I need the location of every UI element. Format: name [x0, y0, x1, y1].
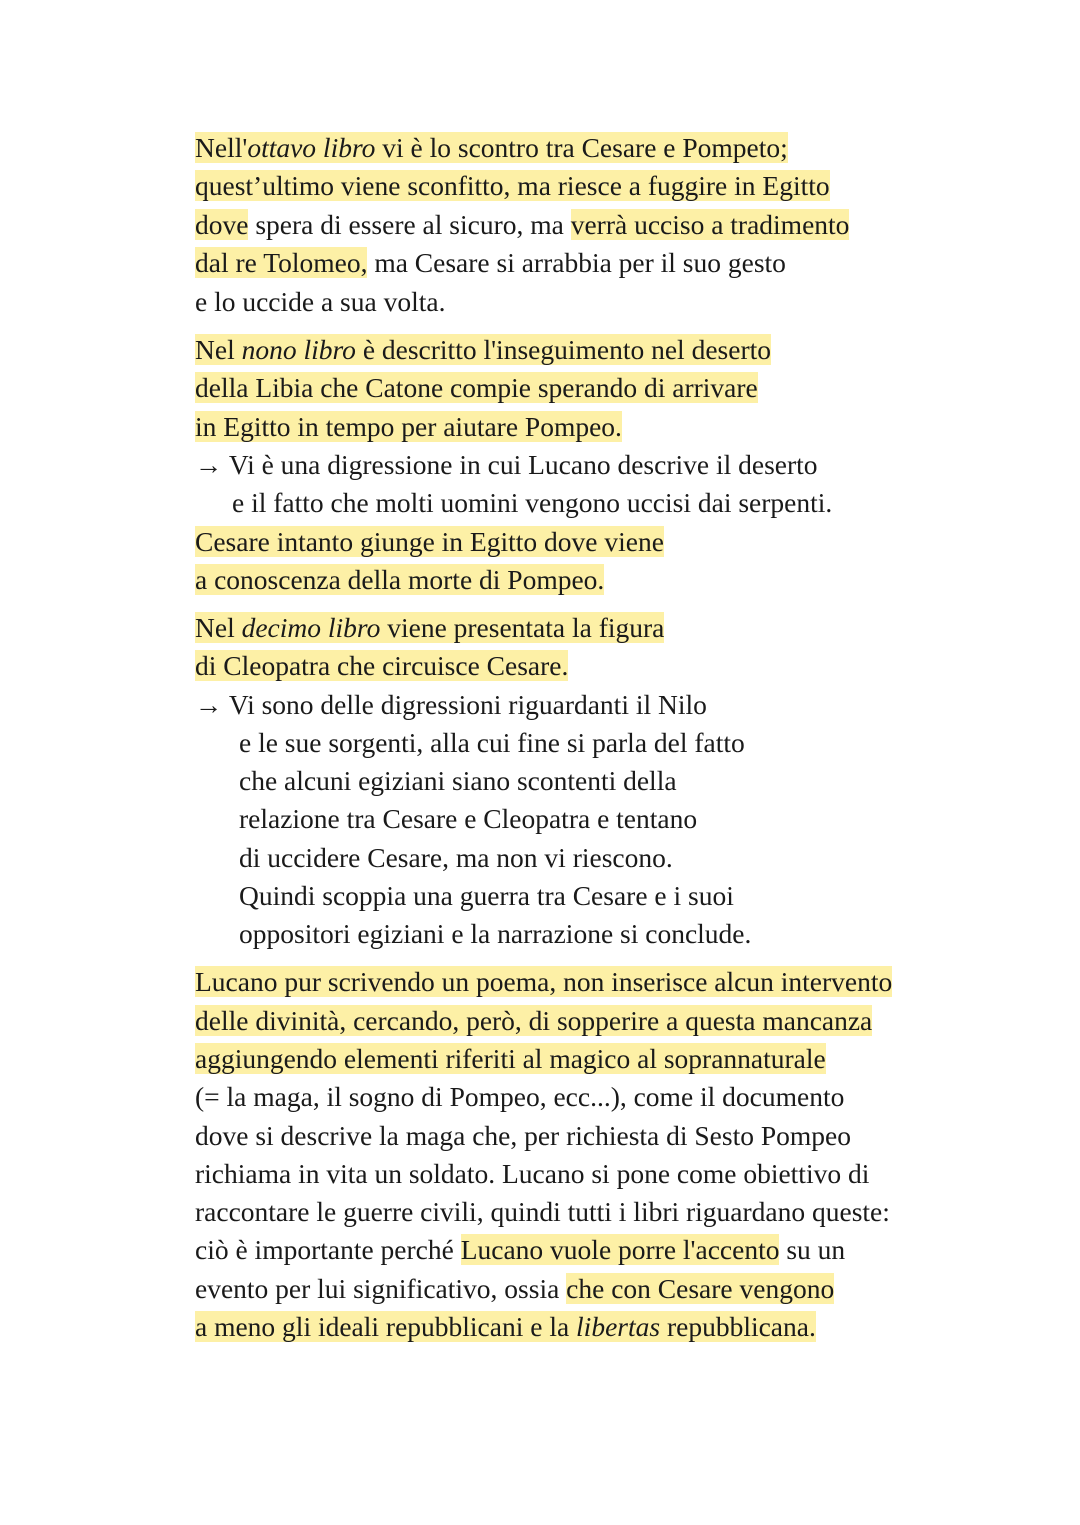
text-line: e lo uccide a sua volta.	[195, 286, 446, 317]
text-line: oppositori egiziani e la narrazione si conclude.	[239, 918, 752, 949]
text-line: a meno gli ideali repubblicani e la libertas repubblicana.	[195, 1311, 816, 1342]
text-line: di Cleopatra che circuisce Cesare.	[195, 650, 569, 681]
text-line: che alcuni egiziani siano scontenti della	[239, 765, 677, 796]
text-line: Nell'ottavo libro vi è lo scontro tra Cesare e Pompeto;	[195, 132, 788, 163]
text-line: a conoscenza della morte di Pompeo.	[195, 564, 605, 595]
text-line: Nel decimo libro viene presentata la figura	[195, 612, 665, 643]
text-line: di uccidere Cesare, ma non vi riescono.	[239, 842, 673, 873]
text-line: Quindi scoppia una guerra tra Cesare e i suoi	[239, 880, 734, 911]
text-line: relazione tra Cesare e Cleopatra e tentano	[239, 803, 698, 834]
text-line: dove spera di essere al sicuro, ma verrà ucciso a tradimento	[195, 209, 850, 240]
text-line: e le sue sorgenti, alla cui fine si parla del fatto	[239, 727, 745, 758]
text-line: dal re Tolomeo, ma Cesare si arrabbia per il suo gesto	[195, 247, 786, 278]
text-line: → Vi è una digressione in cui Lucano descrive il deserto	[195, 449, 818, 480]
text-line: aggiungendo elementi riferiti al magico al soprannaturale	[195, 1043, 826, 1074]
text-line: evento per lui significativo, ossia che con Cesare vengono	[195, 1273, 835, 1304]
text-line: → Vi sono delle digressioni riguardanti il Nilo	[195, 689, 707, 720]
text-line: in Egitto in tempo per aiutare Pompeo.	[195, 411, 622, 442]
text-line: Lucano pur scrivendo un poema, non inserisce alcun intervento	[195, 966, 893, 997]
text-line: Nel nono libro è descritto l'inseguimento nel deserto	[195, 334, 771, 365]
text-line: raccontare le guerre civili, quindi tutti i libri riguardano queste:	[195, 1196, 890, 1227]
text-line: quest’ultimo viene sconfitto, ma riesce a fuggire in Egitto	[195, 170, 830, 201]
text-line: (= la maga, il sogno di Pompeo, ecc...), come il documento	[195, 1081, 845, 1112]
text-line: Cesare intanto giunge in Egitto dove viene	[195, 526, 664, 557]
text-line: richiama in vita un soldato. Lucano si pone come obiettivo di	[195, 1158, 870, 1189]
arrow-icon: →	[195, 449, 223, 480]
arrow-icon: →	[195, 689, 223, 720]
text-line: della Libia che Catone compie sperando di arrivare	[195, 372, 758, 403]
text-line: ciò è importante perché Lucano vuole porre l'accento su un	[195, 1234, 846, 1265]
text-line: delle divinità, cercando, però, di sopperire a questa mancanza	[195, 1005, 873, 1036]
text-line: e il fatto che molti uomini vengono uccisi dai serpenti.	[232, 487, 833, 518]
text-line: dove si descrive la maga che, per richiesta di Sesto Pompeo	[195, 1120, 851, 1151]
